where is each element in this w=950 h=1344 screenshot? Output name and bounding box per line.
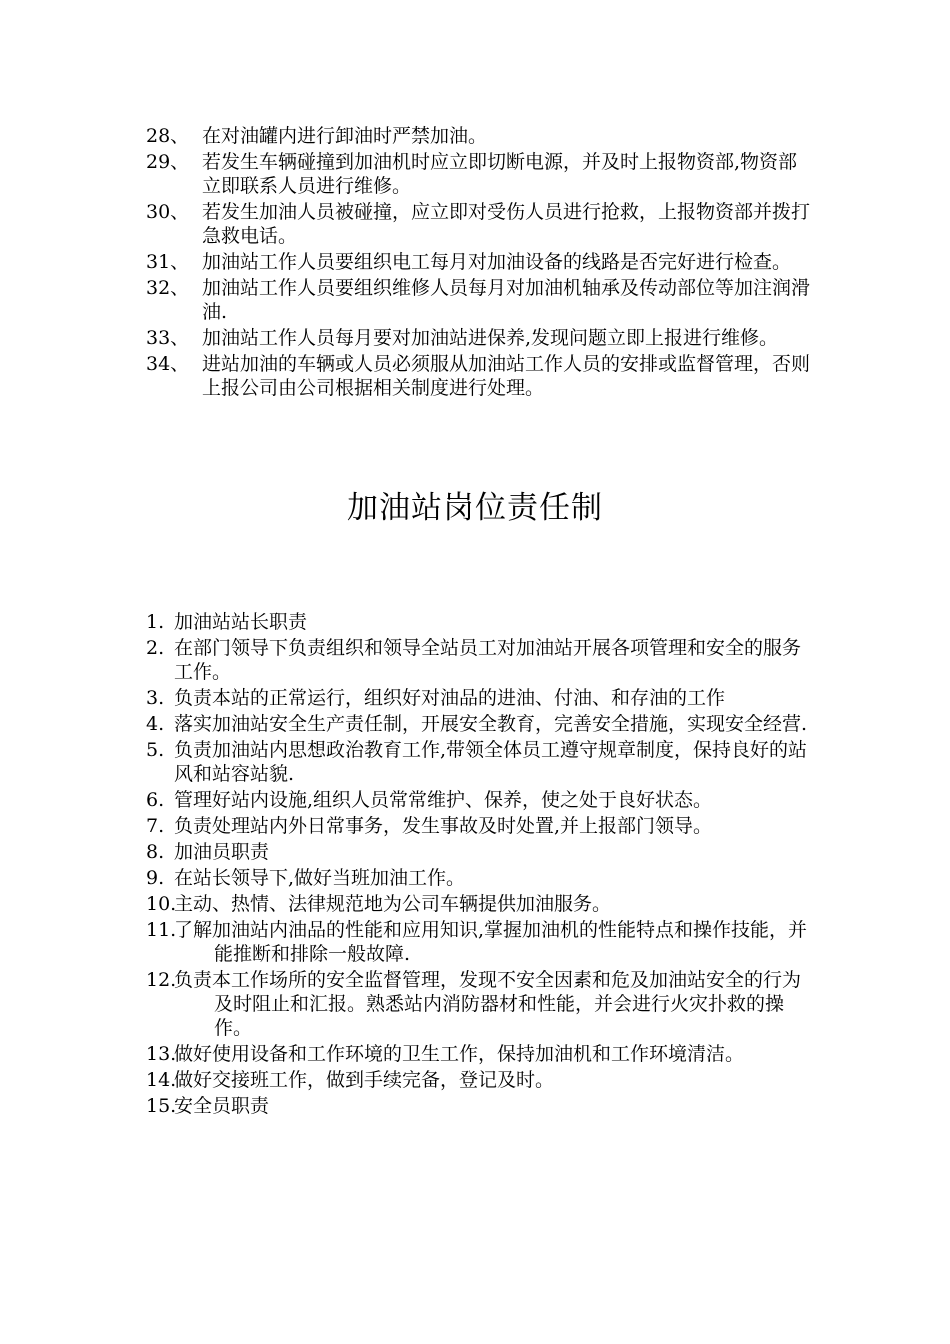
item-text: 做好使用设备和工作环境的卫生工作，保持加油机和工作环境清洁。 [174,1043,745,1065]
list-item [146,814,816,838]
item-text: 负责本工作场所的安全监督管理，发现不安全因素和危及加油站安全的行为及时阻止和汇报。熟悉站内消防器材和性能，并会进行火灾扑救的操作。 [174,969,802,1039]
item-number: 32、 [146,277,190,299]
item-text: 安全员职责 [174,1095,270,1117]
list-item [146,1068,816,1092]
item-number: 7. [146,815,165,837]
item-number: 5. [146,739,165,761]
item-text: 了解加油站内油品的性能和应用知识,掌握加油机的性能特点和操作技能，并能推断和排除一般故障. [174,919,808,965]
item-text: 加油站工作人员要组织维修人员每月对加油机轴承及传动部位等加注润滑油. [202,277,811,323]
item-number: 10. [146,893,177,915]
list-item [146,124,816,148]
list-item [146,892,816,916]
list-item [146,1042,816,1066]
section-title: 加油站岗位责任制 [347,490,603,526]
list-item [146,250,816,274]
item-text: 若发生加油人员被碰撞，应立即对受伤人员进行抢救，上报物资部并拨打急救电话。 [202,201,811,247]
item-number: 34、 [146,353,190,375]
list-item [146,1094,816,1118]
list-item [146,326,816,350]
item-text: 负责本站的正常运行，组织好对油品的进油、付油、和存油的工作 [174,687,726,709]
item-text: 若发生车辆碰撞到加油机时应立即切断电源，并及时上报物资部,物资部立即联系人员进行维修。 [202,151,798,197]
list-item [146,352,816,400]
list-item [146,276,816,324]
item-text: 负责处理站内外日常事务，发生事故及时处置,并上报部门领导。 [174,815,713,837]
list-item [146,200,816,248]
item-text: 加油站站长职责 [174,611,308,633]
item-number: 11. [146,919,177,941]
list-item [146,738,816,786]
list-item [146,636,816,684]
item-number: 28、 [146,125,190,147]
list-item [146,712,816,736]
item-number: 14. [146,1069,177,1091]
item-number: 2. [146,637,165,659]
list-item [146,150,816,198]
item-number: 30、 [146,201,190,223]
item-number: 33、 [146,327,190,349]
item-number: 1. [146,611,165,633]
item-text: 进站加油的车辆或人员必须服从加油站工作人员的安排或监督管理，否则上报公司由公司根据相关制度进行处理。 [202,353,811,399]
item-text: 加油站工作人员要组织电工每月对加油设备的线路是否完好进行检查。 [202,251,792,273]
rules-list [146,124,816,402]
item-text: 负责加油站内思想政治教育工作,带领全体员工遵守规章制度，保持良好的站风和站容站貌. [174,739,808,785]
item-text: 落实加油站安全生产责任制，开展安全教育，完善安全措施，实现安全经营. [174,713,808,735]
item-number: 8. [146,841,165,863]
list-item [146,866,816,890]
item-text: 加油员职责 [174,841,270,863]
list-item [146,788,816,812]
item-text: 做好交接班工作，做到手续完备，登记及时。 [174,1069,555,1091]
list-item [146,840,816,864]
item-text: 在站长领导下,做好当班加油工作。 [174,867,466,889]
item-number: 9. [146,867,165,889]
list-item [146,686,816,710]
item-text: 主动、热情、法律规范地为公司车辆提供加油服务。 [174,893,612,915]
item-number: 13. [146,1043,177,1065]
item-text: 加油站工作人员每月要对加油站进保养,发现问题立即上报进行维修。 [202,327,779,349]
item-text: 在对油罐内进行卸油时严禁加油。 [202,125,488,147]
item-text: 在部门领导下负责组织和领导全站员工对加油站开展各项管理和安全的服务工作。 [174,637,802,683]
duties-list [146,610,816,1120]
item-number: 29、 [146,151,190,173]
item-number: 12. [146,969,177,991]
list-item [146,918,816,966]
item-number: 31、 [146,251,190,273]
item-number: 6. [146,789,165,811]
item-text: 管理好站内设施,组织人员常常维护、保养，使之处于良好状态。 [174,789,713,811]
list-item [146,968,816,1040]
item-number: 3. [146,687,165,709]
list-item [146,610,816,634]
item-number: 4. [146,713,165,735]
item-number: 15. [146,1095,177,1117]
